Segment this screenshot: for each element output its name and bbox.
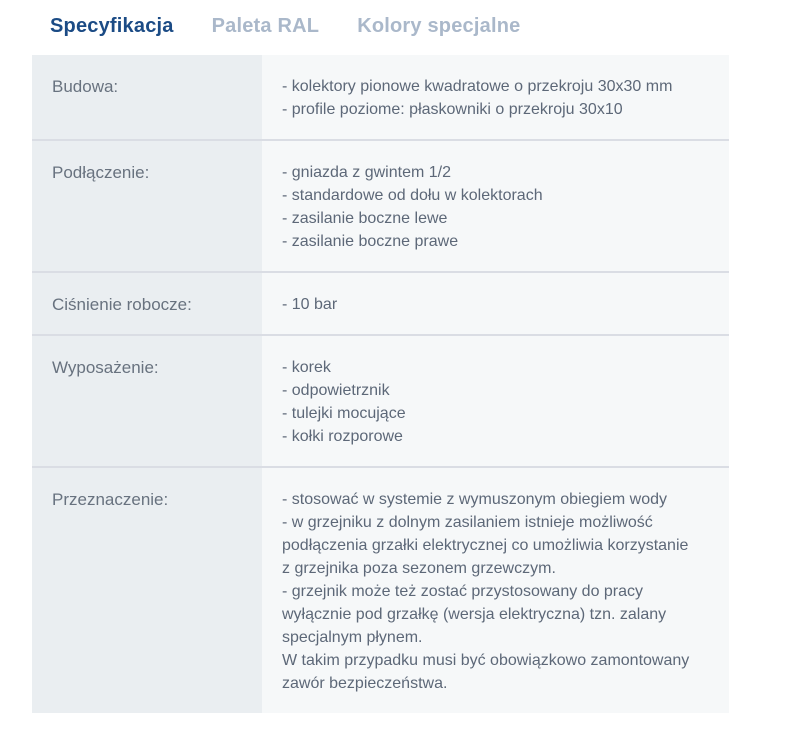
table-row-cisnienie-robocze bbox=[32, 271, 729, 334]
row-label: Wyposażenie: bbox=[32, 336, 262, 466]
row-label: Budowa: bbox=[32, 55, 262, 139]
value-line: zawór bezpieczeństwa. bbox=[282, 675, 448, 692]
value-line: - stosować w systemie z wymuszonym obiegiem wody bbox=[282, 491, 668, 508]
value-line: - kolektory pionowe kwadratowe o przekroju 30x30 mm bbox=[282, 78, 673, 95]
row-label: Przeznaczenie: bbox=[32, 468, 262, 713]
value-line: - zasilanie boczne prawe bbox=[282, 233, 459, 250]
spec-table bbox=[32, 55, 729, 713]
value-line: podłączenia grzałki elektrycznej co umożliwia korzystanie bbox=[282, 537, 689, 554]
value-line: - profile poziome: płaskowniki o przekroju 30x10 bbox=[282, 101, 623, 118]
row-value bbox=[262, 336, 729, 466]
row-label: Podłączenie: bbox=[32, 141, 262, 271]
value-line: - 10 bar bbox=[282, 296, 338, 313]
value-line: - standardowe od dołu w kolektorach bbox=[282, 187, 543, 204]
table-row-podlaczenie bbox=[32, 139, 729, 271]
value-line: - w grzejniku z dolnym zasilaniem istnieje możliwość bbox=[282, 514, 653, 531]
value-line: W takim przypadku musi być obowiązkowo zamontowany bbox=[282, 652, 690, 669]
row-value bbox=[262, 273, 729, 334]
table-row-budowa bbox=[32, 55, 729, 139]
table-row-wyposazenie bbox=[32, 334, 729, 466]
table-row-przeznaczenie bbox=[32, 466, 729, 713]
tab-bar bbox=[0, 0, 807, 38]
row-value bbox=[262, 468, 729, 713]
row-value bbox=[262, 141, 729, 271]
value-line: - kołki rozporowe bbox=[282, 428, 403, 445]
value-line: - odpowietrznik bbox=[282, 382, 390, 399]
value-line: wyłącznie pod grzałkę (wersja elektryczna) tzn. zalany bbox=[282, 606, 667, 623]
value-line: - korek bbox=[282, 359, 331, 376]
value-line: - zasilanie boczne lewe bbox=[282, 210, 448, 227]
value-line: - gniazda z gwintem 1/2 bbox=[282, 164, 451, 181]
tab-specyfikacja[interactable]: Specyfikacja bbox=[50, 15, 174, 37]
row-value bbox=[262, 55, 729, 139]
row-label: Ciśnienie robocze: bbox=[32, 273, 262, 334]
tab-paleta-ral[interactable]: Paleta RAL bbox=[211, 15, 320, 37]
tab-kolory-specjalne[interactable]: Kolory specjalne bbox=[357, 15, 521, 37]
value-line: - tulejki mocujące bbox=[282, 405, 406, 422]
value-line: z grzejnika poza sezonem grzewczym. bbox=[282, 560, 556, 577]
value-line: - grzejnik może też zostać przystosowany do pracy bbox=[282, 583, 644, 600]
value-line: specjalnym płynem. bbox=[282, 629, 423, 646]
